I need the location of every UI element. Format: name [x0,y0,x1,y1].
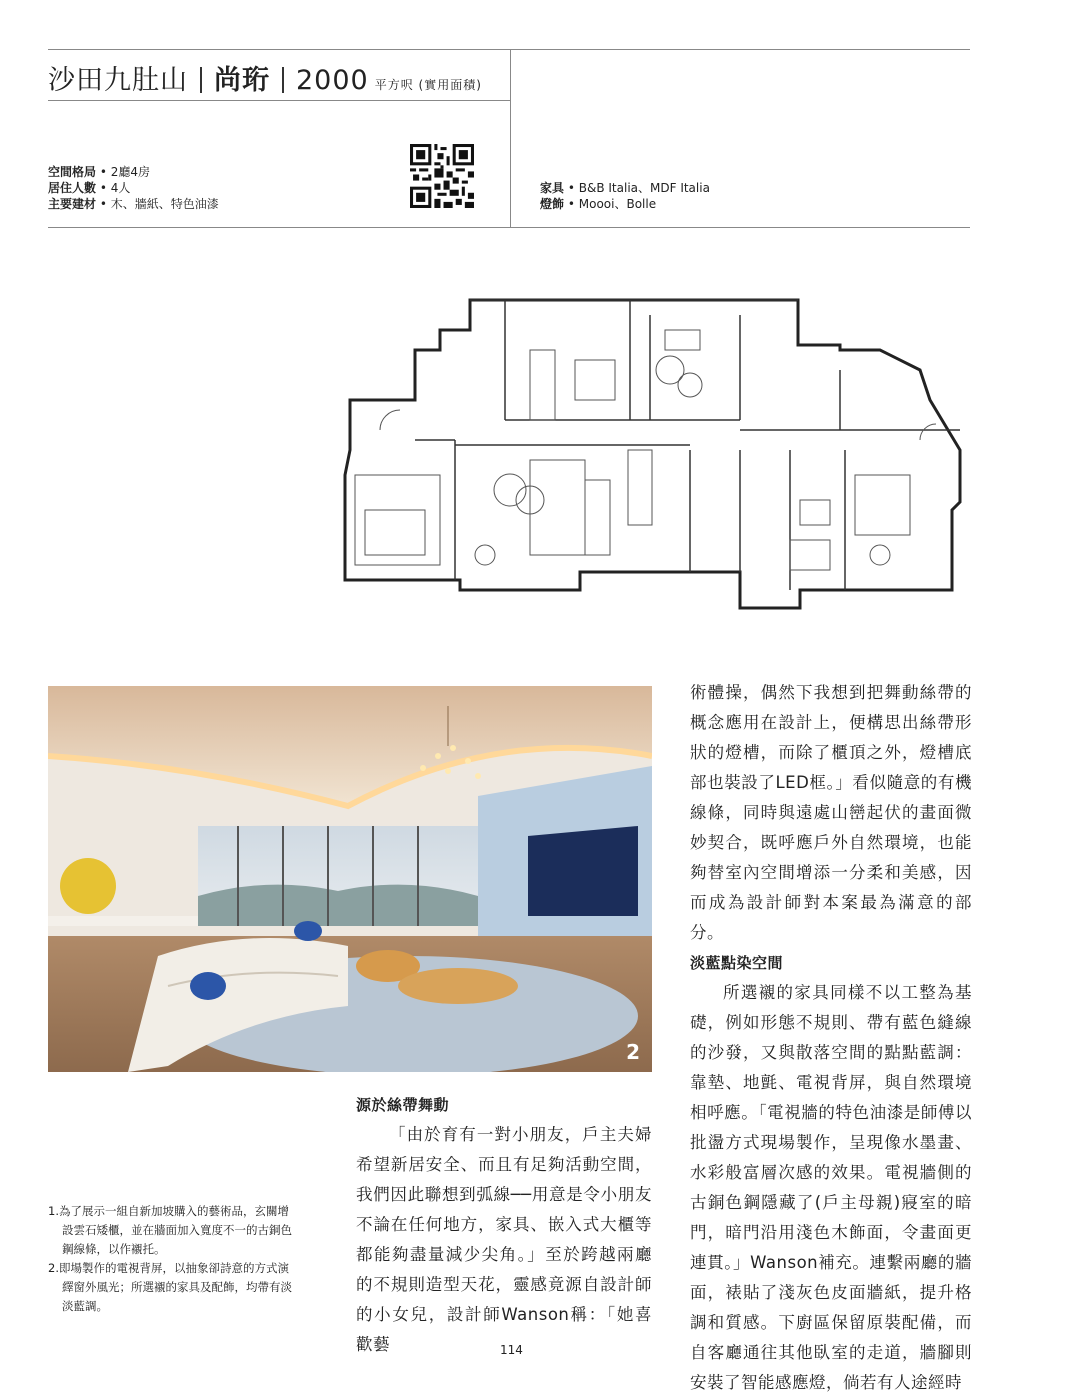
title-separator [282,67,284,93]
floor-plan [320,290,970,620]
top-rule [48,49,970,50]
paragraph: 所選襯的家具同樣不以工整為基礎，例如形態不規則、帶有藍色縫線的沙發，又與散落空間的點點藍調：靠墊、地氈、電視背屏，與自然環境相呼應。「電視牆的特色油漆是師傅以批盪方式現場製作，呈現像水墨畫、水彩般富層次感的效果。電視牆側的古銅色鋼隱藏了(戶主母親)寢室的暗門，暗門沿用淺色木飾面，令畫面更連貫。」Wanson補充。連繫兩廳的牆面，裱貼了淺灰色皮面牆紙，提升格調和質感。下廚區保留原裝配備，而自客廳通往其他臥室的走道，牆腳則安裝了智能感應燈，倘若有人途經時 [690,983,972,1392]
page-number: 114 [500,1343,523,1357]
qr-code[interactable] [410,144,474,208]
photo-captions [48,1202,298,1316]
spec-list-right [540,180,710,212]
caption-1: 1.為了展示一組自新加坡購入的藝術品，玄關增設雲石矮櫃，並在牆面加入寬度不一的古銅色鋼線條，以作襯托。 [48,1204,292,1256]
spec-value: 4人 [110,181,131,195]
paragraph: 「由於育有一對小朋友，戶主夫婦希望新居安全、而且有足夠活動空間，我們因此聯想到弧線──用意是令小朋友不論在任何地方，家具、嵌入式大櫃等都能夠盡量減少尖角。」至於跨越兩廳的不規則造型天花，靈感竟源自設計師的小女兒，設計師Wanson稱：「她喜歡藝 [356,1125,652,1354]
project-name: 尚珩 [214,65,270,96]
area-value: 2000 [296,65,369,96]
title-underline [48,100,510,101]
bullet: • [99,181,107,195]
bullet: • [567,197,575,211]
page-title [48,58,482,97]
title-separator [200,67,202,93]
section-heading: 源於絲帶舞動 [356,1096,450,1114]
location: 沙田九肚山 [48,65,188,96]
bullet: • [99,165,107,179]
spec-layout [48,164,219,180]
bullet: • [99,197,107,211]
bullet: • [567,181,575,195]
spec-label: 空間格局 [48,165,97,179]
spec-value: 木、牆紙、特色油漆 [110,197,219,211]
spec-lighting [540,196,710,212]
article-column-1 [356,1090,652,1360]
spec-materials [48,196,219,212]
section-heading: 淡藍點染空間 [690,954,784,972]
spec-label: 燈飾 [540,197,565,211]
header-divider [510,49,511,227]
spec-value: Moooi、Bolle [578,197,657,211]
spec-label: 主要建材 [48,197,97,211]
article-column-2 [690,678,972,1398]
spec-list [48,164,219,212]
spec-furniture [540,180,710,196]
spec-bottom-rule [48,227,970,228]
spec-residents [48,180,219,196]
caption-2: 2.即場製作的電視背屏，以抽象卻詩意的方式演繹窗外風光；所選襯的家具及配飾，均帶有淡淡藍調。 [48,1261,292,1313]
spec-label: 居住人數 [48,181,97,195]
photo-number: 2 [626,1040,640,1064]
spec-value: B&B Italia、MDF Italia [578,181,710,195]
spec-label: 家具 [540,181,565,195]
spec-value: 2廳4房 [110,165,151,179]
living-room-photo [48,686,652,1072]
area-unit: 平方呎 (實用面積) [374,78,482,92]
paragraph: 術體操，偶然下我想到把舞動絲帶的概念應用在設計上，便構思出絲帶形狀的燈槽，而除了櫃頂之外，燈槽底部也裝設了LED框。」看似隨意的有機線條，同時與遠處山巒起伏的畫面微妙契合，既呼應戶外自然環境，也能夠替室內空間增添一分柔和美感，因而成為設計師對本案最為滿意的部分。 [690,683,972,942]
